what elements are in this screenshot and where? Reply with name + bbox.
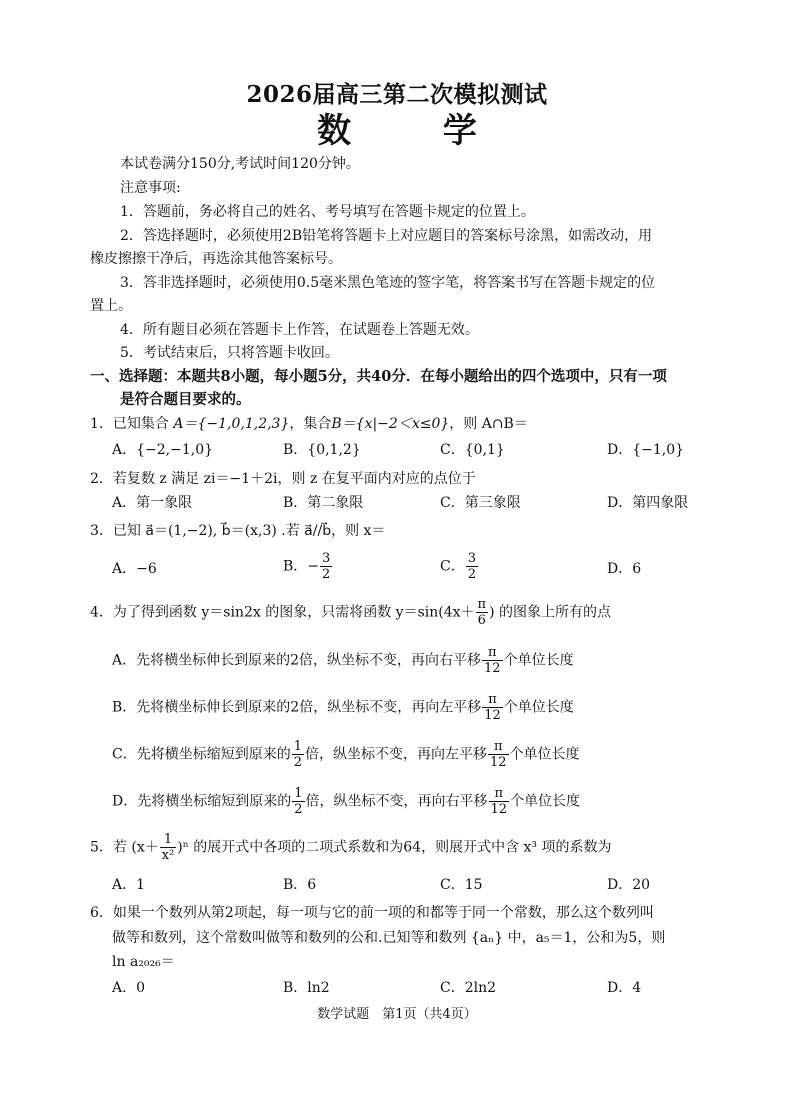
fraction	[482, 692, 503, 723]
q2-option-a: A．第一象限	[112, 495, 193, 511]
question-stem: 若 (x＋	[112, 839, 159, 856]
question-stem: 已知集合	[112, 416, 169, 432]
denominator: 2	[467, 567, 476, 582]
q1-option-c: C．{0,1}	[440, 442, 505, 458]
numerator: 1	[160, 832, 177, 848]
option-text: D．先将横坐标缩短到原来的	[112, 793, 292, 810]
numerator: 1	[293, 739, 302, 754]
option-label: C．	[440, 558, 465, 575]
q5-option-c: C．15	[440, 877, 483, 893]
denominator: 12	[490, 755, 507, 770]
denominator: 2	[322, 567, 331, 582]
denominator: 6	[477, 613, 486, 628]
q4-option-a	[112, 645, 574, 676]
set-b: B＝{x|−2＜x≤0}	[331, 416, 450, 432]
question-stem: 已知 a⃗＝(1,−2), b⃗＝(x,3) .若 a⃗//b⃗，则 x＝	[112, 523, 386, 539]
notice-3-cont: 置上。	[90, 298, 132, 314]
q6-option-b: B．ln2	[283, 980, 330, 996]
q5-option-d: D．20	[607, 877, 651, 893]
fraction	[160, 832, 177, 863]
q5-option-b: B．6	[283, 877, 317, 893]
numerator: π	[488, 739, 509, 755]
numerator: 1	[294, 786, 303, 801]
option-text: 个单位长度	[503, 652, 574, 669]
denominator: 12	[484, 708, 501, 723]
numerator: π	[482, 692, 503, 708]
fraction	[482, 645, 503, 676]
denominator: 12	[490, 802, 508, 817]
fraction	[488, 739, 509, 770]
q3-option-c	[440, 551, 479, 582]
notice-2: 2．答选择题时，必须使用2B铅笔将答题卡上对应题目的答案标号涂黑，如需改动，用	[120, 228, 653, 244]
question-1	[90, 415, 528, 433]
section-heading-cont: 是符合题目要求的。	[120, 391, 251, 408]
denominator: x²	[161, 848, 175, 863]
question-stem: 为了得到函数 y＝sin2x 的图象，只需将函数 y＝sin(4x＋	[112, 604, 475, 621]
notice-2-cont: 橡皮擦擦干净后，再选涂其他答案标号。	[90, 251, 342, 267]
question-5	[90, 832, 611, 863]
fraction	[489, 786, 510, 817]
q2-option-b: B．第二象限	[283, 495, 364, 511]
notice-3: 3．答非选择题时，必须使用0.5毫米黑色笔迹的签字笔，将答案书写在答题卡规定的位	[120, 275, 656, 291]
fraction	[292, 786, 304, 817]
q4-option-d	[112, 786, 580, 817]
denominator: 2	[293, 755, 302, 770]
option-label: B．−	[283, 558, 320, 575]
q1-option-b: B．{0,1,2}	[283, 442, 361, 458]
numerator: 3	[322, 551, 331, 566]
notice-1: 1．答题前，务必将自己的姓名、考号填写在答题卡规定的位置上。	[120, 204, 535, 220]
question-number: 5．	[90, 839, 113, 856]
q6-option-a: A．0	[112, 980, 146, 996]
subject-title: 数 学	[317, 111, 517, 151]
fraction	[466, 551, 478, 582]
denominator: 12	[484, 661, 501, 676]
option-text: 倍，纵坐标不变，再向左平移	[305, 746, 487, 763]
notice-5: 5．考试结束后，只将答题卡收回。	[120, 345, 339, 361]
option-text: C．先将横坐标缩短到原来的	[112, 746, 291, 763]
fraction	[292, 739, 304, 770]
denominator: 2	[294, 802, 303, 817]
numerator: π	[477, 597, 487, 612]
option-text: 个单位长度	[503, 699, 574, 716]
option-text: 个单位长度	[509, 746, 580, 763]
fraction	[320, 551, 332, 582]
question-stem: 如果一个数列从第2项起，每一项与它的前一项的和都等于同一个常数，那么这个数列叫	[112, 905, 654, 921]
question-stem: 若复数 z 满足 zi＝−1＋2i，则 z 在复平面内对应的点位于	[112, 471, 476, 487]
q1-option-a: A．{−2,−1,0}	[112, 442, 214, 458]
question-4	[90, 597, 611, 628]
question-stem: ，集合	[289, 416, 332, 432]
q2-option-d: D．第四象限	[607, 495, 689, 511]
question-number: 4．	[90, 604, 113, 621]
section-heading: 一、选择题：本题共8小题，每小题5分，共40分．在每小题给出的四个选项中，只有一项	[90, 368, 667, 385]
question-6-cont: ln a₂₀₂₆＝	[112, 954, 175, 970]
question-number: 1．	[90, 416, 113, 432]
option-text: 个单位长度	[510, 793, 581, 810]
q6-option-d: D．4	[607, 980, 642, 996]
notice-heading: 注意事项:	[120, 180, 181, 196]
fraction	[476, 597, 489, 628]
question-3	[90, 522, 385, 540]
question-stem: ，则 A∩B＝	[449, 416, 528, 432]
q1-option-d: D．{−1,0}	[607, 442, 685, 458]
numerator: π	[482, 645, 503, 661]
intro-text: 本试卷满分150分,考试时间120分钟。	[120, 156, 360, 172]
option-text: B．先将横坐标伸长到原来的2倍，纵坐标不变，再向左平移	[112, 699, 482, 716]
q4-option-b	[112, 692, 574, 723]
numerator: 3	[467, 551, 476, 566]
q6-option-c: C．2ln2	[440, 980, 497, 996]
question-6-cont: 做等和数列，这个常数叫做等和数列的公和.已知等和数列 {aₙ} 中，a₅＝1，公和为5，则	[112, 930, 666, 946]
question-number: 2．	[90, 471, 113, 487]
q2-option-c: C．第三象限	[440, 495, 521, 511]
question-stem: )ⁿ 的展开式中各项的二项式系数和为64，则展开式中含 x³ 项的系数为	[177, 839, 612, 856]
question-2	[90, 470, 476, 488]
q3-option-b	[283, 551, 333, 582]
numerator: π	[489, 786, 510, 802]
page-footer: 数学试题 第1页（共4页）	[317, 1007, 477, 1022]
question-number: 6．	[90, 905, 113, 921]
q4-option-c	[112, 739, 580, 770]
question-number: 3．	[90, 523, 113, 539]
exam-title: 2026届高三第二次模拟测试	[246, 81, 548, 108]
notice-4: 4．所有题目必须在答题卡上作答，在试题卷上答题无效。	[120, 322, 479, 338]
set-a: A＝{−1,0,1,2,3}	[173, 416, 290, 432]
option-text: A．先将横坐标伸长到原来的2倍，纵坐标不变，再向右平移	[112, 652, 482, 669]
option-text: 倍，纵坐标不变，再向右平移	[305, 793, 488, 810]
q3-option-a: A．−6	[112, 561, 157, 577]
question-stem: ) 的图象上所有的点	[489, 604, 611, 621]
question-6	[90, 904, 654, 922]
q3-option-d: D．6	[607, 561, 642, 577]
q5-option-a: A．1	[112, 877, 146, 893]
